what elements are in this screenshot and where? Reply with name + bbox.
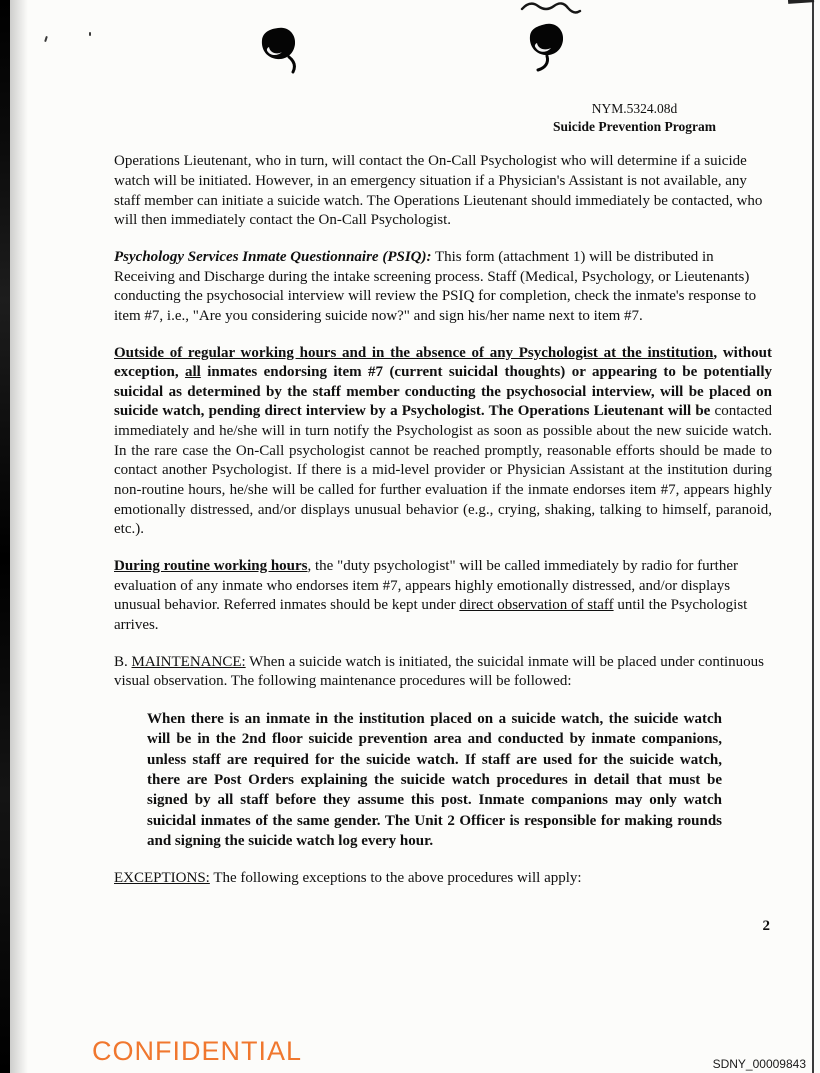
bates-number: SDNY_00009843 [712,1057,806,1071]
text-run-exceptions-heading: EXCEPTIONS: [114,869,210,886]
document-program-title: Suicide Prevention Program [553,119,716,135]
ink-blot-right-icon [524,20,570,72]
paragraph-outside-working-hours [114,344,772,540]
text-run: The following exceptions to the above procedures will apply: [209,869,582,886]
scan-line-artifact-right [812,0,814,1073]
text-run: , without exception, [114,344,772,381]
text-run-maintenance-heading: MAINTENANCE: [131,653,246,670]
document-number: NYM.5324.08d [591,101,678,116]
text-run: , the "duty psychologist" will be called immediately by radio for further evaluation of any inmate who endorses item #7, appears highly emotionally distressed, and/or displays unusual behavior. Referred inmates should be kept under [114,557,738,614]
paragraph-suicide-watch-block [147,709,722,852]
text-run: When there is an inmate in the institution placed on a suicide watch, the suicide watch will be in the 2nd floor suicide prevention area and conducted by inmate companions, unless staff are required for the suicide watch. If staff are used for the suicide watch, there are Post Orders explaining the suicide watch procedures in detail that must be signed by all staff before they assume this post. Inmate companions may only watch suicidal inmates of the same gender. The Unit 2 Officer is responsible for making rounds and signing the suicide watch log every hour. [147,710,722,850]
page-number: 2 [762,918,770,934]
text-run-direct-observation: direct observation of staff [459,597,614,614]
scan-shadow-left [10,0,28,1073]
text-run: This form (attachment 1) will be distributed in Receiving and Discharge during the intake screening process. Staff (Medical, Psychology, or Lieutenants) conducting the psychosocial interview will review the PSIQ for completion, check the inmate's response to item #7, i.e., "Are you considering suicide now?" and sign his/her name next to item #7. [114,249,757,324]
document-content [114,100,772,905]
text-run: B. [114,653,132,670]
paragraph-operations-lieutenant [114,152,772,231]
text-run-routine-hours-heading: During routine working hours [114,557,308,574]
scan-speck [89,32,91,36]
text-run-outside-hours-heading: Outside of regular working hours and in the absence of any Psychologist at the institution [114,344,714,361]
text-run-psiq-heading: Psychology Services Inmate Questionnaire (PSIQ): [114,249,432,265]
text-run-all-emphasis: all [184,364,201,381]
paragraph-routine-working-hours [114,557,772,636]
text-run: Operations Lieutenant, who in turn, will contact the On-Call Psychologist who will determine if a suicide watch will be initiated. However, in an emergency situation if a Physician's Assistant is not available, any staff member can initiate a suicide watch. The Operations Lieutenant should immediately be contacted, who will then immediately contact the On-Call Psychologist. [114,153,763,229]
scan-edge-artifact-left [0,0,10,1073]
document-header [553,100,716,136]
confidential-stamp: CONFIDENTIAL [92,1036,303,1066]
text-run: until the Psychologist arrives. [114,597,748,633]
scan-squiggle-top [520,0,584,14]
paragraph-psiq [114,248,772,327]
scan-mark-top-right [788,0,814,4]
text-run: contacted immediately and he/she will in turn notify the Psychologist as soon as possible about the new suicide watch. In the rare case the On-Call psychologist cannot be reached promptly, reasonable efforts should be made to contact another Psychologist. If there is a mid-level provider or Physician Assistant at the institution during non-routine hours, he/she will be called for further evaluation if the inmate endorses item #7, appears highly emotionally distressed, and/or displays unusual behavior (e.g., crying, shaking, talking to himself, paranoid, etc.). [114,403,772,538]
paragraph-exceptions [114,869,772,889]
text-run: When a suicide watch is initiated, the suicidal inmate will be placed under continuous visual observation. The following maintenance procedures will be followed: [114,653,764,690]
scan-speck [44,36,48,42]
paragraph-maintenance [114,653,772,692]
text-run: inmates endorsing item #7 (current suicidal thoughts) or appearing to be potentially suicidal as determined by the staff member conducting the psychosocial interview, will be placed on suicide watch, pending direct interview by a Psychologist. The Operations Lieutenant will be [114,364,772,420]
ink-blot-left-icon [258,26,300,74]
